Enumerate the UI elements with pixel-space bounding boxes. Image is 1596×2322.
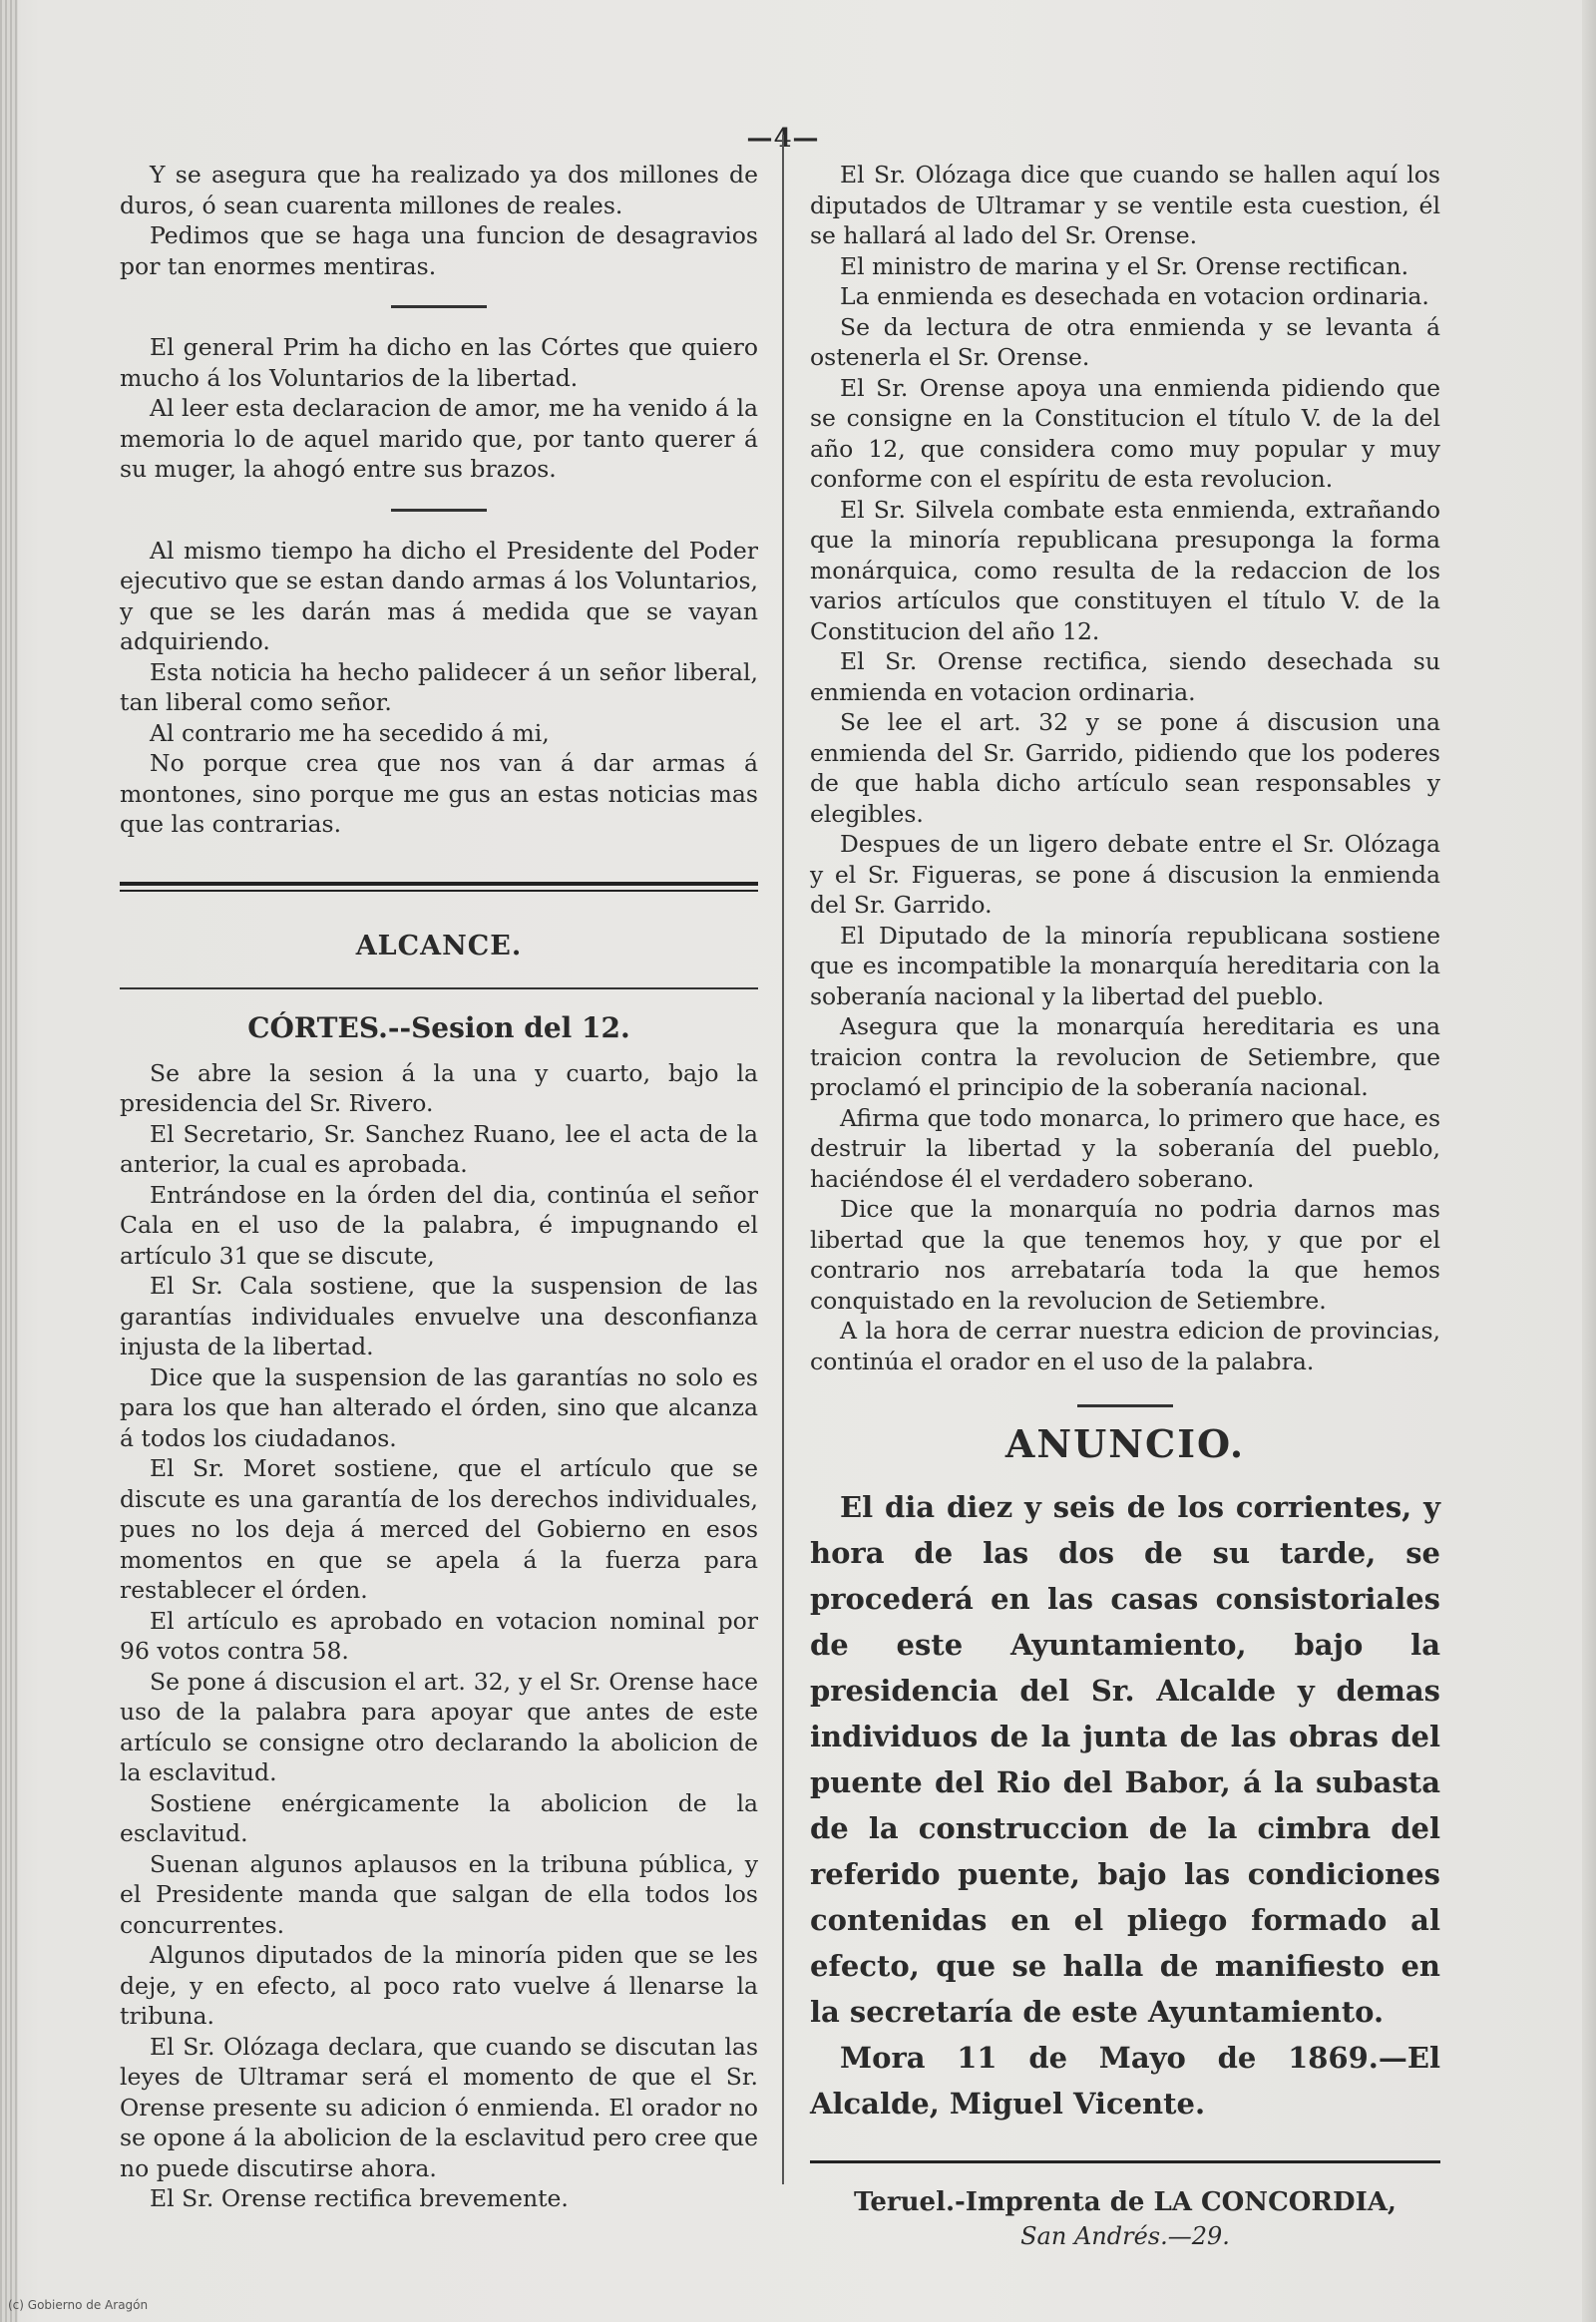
paragraph: El Sr. Moret sostiene, que el artículo que se discute es una garantía de los derechos individuales, pues no los deja á merced del Gobierno en esos momentos en que se apela á la fuerza para restablecer el órden.: [120, 1454, 758, 1604]
paragraph: Se da lectura de otra enmienda y se levanta á ostenerla el Sr. Orense.: [810, 312, 1440, 371]
anuncio-body: El dia diez y seis de los corrientes, y hora de las dos de su tarde, se procederá en las casas consistoriales de este Ayuntamiento, bajo la presidencia del Sr. Alcalde y demas individuos de la junta de las obras del puente del Rio del Babor, á la subasta de la construccion de la cimbra del referido puente, bajo las condiciones contenidas en el pliego formado al efecto, que se halla de manifiesto en la secretaría de este Ayuntamiento.: [810, 1489, 1440, 2029]
paragraph: El Sr. Olózaga dice que cuando se hallen aquí los diputados de Ultramar y se ventile esta cuestion, él se hallará al lado del Sr. Orense.: [810, 161, 1440, 249]
anuncio-block: [810, 1484, 1440, 2127]
paragraph: Se pone á discusion el art. 32, y el Sr. Orense hace uso de la palabra para apoyar que antes de este artículo se consigne otro declarando la abolicion de la esclavitud.: [120, 1667, 758, 1786]
imprint-address: San Andrés.—29.: [1020, 2222, 1230, 2250]
binding-edge: [0, 0, 18, 2322]
paragraph: Se lee el art. 32 y se pone á discusion una enmienda del Sr. Garrido, pidiendo que los poderes de que habla dicho artículo sean responsables y elegibles.: [810, 708, 1440, 828]
paragraph: El Sr. Orense rectifica brevemente.: [150, 2184, 569, 2212]
short-divider: [1077, 1404, 1173, 1407]
imprint-rule: [810, 2160, 1440, 2163]
anuncio-signature: Mora 11 de Mayo de 1869.—El Alcalde, Miguel Vicente.: [810, 2040, 1440, 2121]
column-separator: [782, 135, 784, 2184]
paragraph: El Secretario, Sr. Sanchez Ruano, lee el acta de la anterior, la cual es aprobada.: [120, 1119, 758, 1178]
paragraph: Sostiene enérgicamente la abolicion de la esclavitud.: [120, 1788, 758, 1847]
paragraph: Dice que la suspension de las garantías no solo es para los que han alterado el órden, sino que alcanza á todos los ciudadanos.: [120, 1362, 758, 1452]
paragraph: A la hora de cerrar nuestra edicion de provincias, continúa el orador en el uso de la palabra.: [810, 1317, 1440, 1375]
paragraph: La enmienda es desechada en votacion ordinaria.: [840, 282, 1429, 310]
alcance-heading: ALCANCE.: [355, 930, 523, 962]
paragraph: Se abre la sesion á la una y cuarto, bajo la presidencia del Sr. Rivero.: [120, 1058, 758, 1117]
paragraph: Esta noticia ha hecho palidecer á un señor liberal, tan liberal como señor.: [120, 657, 758, 716]
copyright-notice: (c) Gobierno de Aragón: [8, 2298, 149, 2312]
paragraph: No porque crea que nos van á dar armas á montones, sino porque me gus an estas noticias mas que las contrarias.: [120, 749, 758, 838]
right-column: [810, 160, 1440, 2252]
heading-rule: [120, 987, 758, 989]
paragraph: Despues de un ligero debate entre el Sr. Olózaga y el Sr. Figueras, se pone á discusion la enmienda del Sr. Garrido.: [810, 830, 1440, 919]
imprint: Teruel.-Imprenta de LA CONCORDIA,: [854, 2186, 1396, 2217]
paragraph: Suenan algunos aplausos en la tribuna pública, y el Presidente manda que salgan de ella todos los concurrentes.: [120, 1849, 758, 1939]
paragraph: Pedimos que se haga una funcion de desagravios por tan enormes mentiras.: [120, 221, 758, 280]
page-number: —4—: [746, 124, 820, 154]
anuncio-heading: ANUNCIO.: [1004, 1421, 1246, 1466]
paragraph: El Sr. Olózaga declara, que cuando se discutan las leyes de Ultramar será el momento de que el Sr. Orense presente su adicion ó enmienda. El orador no se opone á la abolicion de la esclavitud pero cree que no puede discutirse ahora.: [120, 2032, 758, 2182]
paragraph: Entrándose en la órden del dia, continúa el señor Cala en el uso de la palabra, é impugnando el artículo 31 que se discute,: [120, 1180, 758, 1270]
short-divider: [391, 509, 487, 512]
paragraph: El Sr. Orense apoya una enmienda pidiendo que se consigne en la Constitucion el título V. de la del año 12, que considera como muy popular y muy conforme con el espíritu de esta revolucion.: [810, 373, 1440, 493]
paragraph: Afirma que todo monarca, lo primero que hace, es destruir la libertad y la soberanía del pueblo, haciéndose él el verdadero soberano.: [810, 1103, 1440, 1193]
paragraph: Algunos diputados de la minoría piden que se les deje, y en efecto, al poco rato vuelve á llenarse la tribuna.: [120, 1941, 758, 2030]
paragraph: Dice que la monarquía no podria darnos mas libertad que la que tenemos hoy, y que por el contrario nos arrebataría toda la que hemos conquistado en la revolucion de Setiembre.: [810, 1195, 1440, 1315]
page-right-edge: [1582, 0, 1596, 2322]
paragraph: Al leer esta declaracion de amor, me ha venido á la memoria lo de aquel marido que, por tanto querer á su muger, la ahogó entre sus brazos.: [120, 394, 758, 483]
paragraph: El ministro de marina y el Sr. Orense rectifican.: [840, 251, 1409, 280]
paragraph: El Diputado de la minoría republicana sostiene que es incompatible la monarquía hereditaria con la soberanía nacional y la libertad del pueblo.: [810, 921, 1440, 1010]
paragraph: El Sr. Cala sostiene, que la suspension de las garantías individuales envuelve una desconfianza injusta de la libertad.: [120, 1272, 758, 1360]
paragraph: El general Prim ha dicho en las Córtes que quiero mucho á los Voluntarios de la libertad.: [120, 333, 758, 392]
paragraph: Asegura que la monarquía hereditaria es una traicion contra la revolucion de Setiembre, que proclamó el principio de la soberanía nacional.: [810, 1012, 1440, 1101]
paragraph: Al mismo tiempo ha dicho el Presidente del Poder ejecutivo que se estan dando armas á los Voluntarios, y que se les darán mas á medida que se vayan adquiriendo.: [120, 536, 758, 655]
paragraph: Y se asegura que ha realizado ya dos millones de duros, ó sean cuarenta millones de reales.: [120, 161, 758, 219]
cortes-heading: CÓRTES.--Sesion del 12.: [247, 1011, 630, 1044]
short-divider: [391, 305, 487, 308]
paragraph: Al contrario me ha secedido á mi,: [150, 718, 550, 747]
paragraph: El artículo es aprobado en votacion nominal por 96 votos contra 58.: [120, 1606, 758, 1665]
paragraph: El Sr. Silvela combate esta enmienda, extrañando que la minoría republicana presuponga la forma monárquica, como resulta de la redaccion de los varios artículos que constituyen el título V. de la Constitucion del año 12.: [810, 495, 1440, 645]
paragraph: El Sr. Orense rectifica, siendo desechada su enmienda en votacion ordinaria.: [810, 647, 1440, 706]
left-column: [120, 160, 758, 2214]
section-rule: [120, 882, 758, 892]
